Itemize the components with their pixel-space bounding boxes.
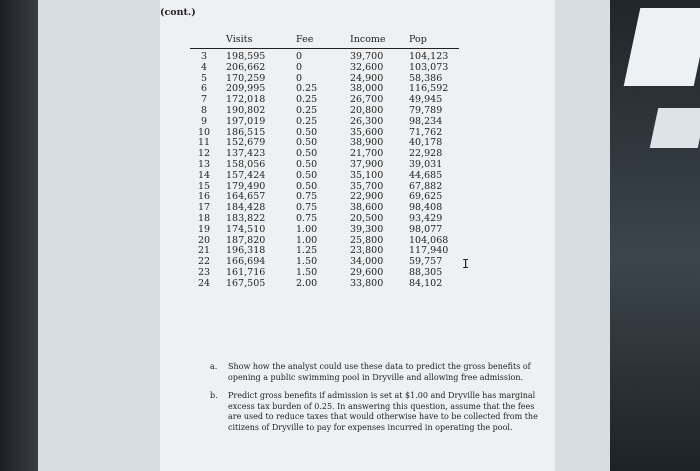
- cell-income: 39,300: [350, 223, 384, 235]
- cell-visits: 197,019: [226, 115, 266, 127]
- cell-income: 38,600: [350, 202, 384, 214]
- cell-index: 19: [197, 223, 211, 235]
- cell-income: 24,900: [350, 72, 384, 84]
- cell-pop: 98,234: [409, 115, 443, 127]
- cell-fee: 0: [296, 61, 303, 73]
- cell-fee: 1.50: [296, 256, 318, 268]
- question-label: a.: [210, 362, 218, 371]
- cell-fee: 1.50: [296, 266, 318, 278]
- cell-pop: 98,077: [409, 223, 443, 235]
- cell-visits: 167,505: [226, 277, 266, 289]
- cell-index: 21: [197, 245, 211, 257]
- cell-fee: 0.50: [296, 180, 318, 192]
- cell-fee: 0.50: [296, 169, 318, 181]
- cell-pop: 104,123: [409, 51, 449, 62]
- cell-visits: 196,318: [226, 245, 266, 257]
- header-index: [190, 30, 218, 49]
- cell-fee: 1.00: [296, 234, 318, 246]
- cell-pop: 59,757: [409, 256, 443, 268]
- cell-pop: 71,762: [409, 126, 443, 138]
- table-row: [190, 225, 459, 236]
- cell-fee: 0.50: [296, 158, 318, 170]
- cell-fee: 0: [296, 51, 303, 62]
- cell-pop: 88,305: [409, 266, 443, 278]
- cell-income: 39,700: [350, 51, 384, 62]
- cell-income: 23,800: [350, 245, 384, 257]
- cell-index: 9: [200, 115, 208, 127]
- cell-income: 32,600: [350, 61, 384, 73]
- cell-income: 33,800: [350, 277, 384, 289]
- cell-fee: 0.50: [296, 148, 318, 160]
- light-glare-secondary: [650, 108, 700, 148]
- cell-income: 20,800: [350, 104, 384, 116]
- cell-index: 22: [197, 256, 211, 268]
- cell-fee: 0.25: [296, 104, 318, 116]
- cell-pop: 22,928: [409, 148, 443, 160]
- cell-visits: 190,802: [226, 104, 266, 116]
- cell-fee: 0.50: [296, 126, 318, 138]
- cell-index: 11: [197, 137, 211, 149]
- cell-pop: 103,073: [409, 61, 449, 73]
- cell-index: 7: [200, 94, 208, 106]
- cell-visits: 179,490: [226, 180, 266, 192]
- table-header-row: [190, 30, 459, 49]
- cell-fee: 0.50: [296, 137, 318, 149]
- photo-right-edge: [610, 0, 700, 471]
- cell-index: 6: [200, 83, 208, 95]
- cell-pop: 58,386: [409, 72, 443, 84]
- cell-visits: 187,820: [226, 234, 266, 246]
- cell-fee: 0: [296, 72, 303, 84]
- cell-income: 22,900: [350, 191, 384, 203]
- cell-visits: 161,716: [226, 266, 266, 278]
- cell-index: 17: [197, 202, 211, 214]
- cell-income: 35,700: [350, 180, 384, 192]
- light-glare: [624, 8, 700, 86]
- cell-visits: 157,424: [226, 169, 266, 181]
- cell-index: 14: [197, 169, 211, 181]
- question-b: [210, 391, 540, 433]
- cell-pop: 117,940: [409, 245, 449, 257]
- cell-pop: 104,068: [409, 234, 449, 246]
- cell-pop: 84,102: [409, 277, 443, 289]
- cell-visits: 164,657: [226, 191, 266, 203]
- table-row: [190, 49, 459, 63]
- text-cursor-icon: I: [462, 257, 470, 271]
- cell-income: 38,000: [350, 83, 384, 95]
- question-a: [210, 362, 540, 383]
- cell-index: 23: [197, 266, 211, 278]
- data-table: [190, 30, 459, 290]
- cell-pop: 116,592: [409, 83, 449, 95]
- header-income: Income: [350, 33, 386, 45]
- cell-visits: 137,423: [226, 148, 266, 160]
- question-text: Show how the analyst could use these data to predict the gross benefits of opening a public swimming pool in Dryville and allowing free admission.: [228, 362, 531, 382]
- header-fee: Fee: [296, 33, 314, 45]
- cell-index: 18: [197, 212, 211, 224]
- table-body: [190, 49, 459, 290]
- cell-pop: 93,429: [409, 212, 443, 224]
- cell-visits: 198,595: [226, 51, 266, 62]
- cell-visits: 158,056: [226, 158, 266, 170]
- cell-visits: 209,995: [226, 83, 266, 95]
- header-pop: Pop: [409, 33, 427, 45]
- table-row: [190, 117, 459, 128]
- table-row: [190, 171, 459, 182]
- cell-index: 8: [200, 104, 208, 116]
- cell-income: 25,800: [350, 234, 384, 246]
- cell-income: 20,500: [350, 212, 384, 224]
- cell-pop: 49,945: [409, 94, 443, 106]
- cell-index: 12: [197, 148, 211, 160]
- cell-income: 21,700: [350, 148, 384, 160]
- cell-index: 15: [197, 180, 211, 192]
- question-label: b.: [210, 391, 218, 400]
- cell-pop: 69,625: [409, 191, 443, 203]
- cell-pop: 67,882: [409, 180, 443, 192]
- photo-left-edge: [0, 0, 38, 471]
- cell-pop: 44,685: [409, 169, 443, 181]
- cell-index: 3: [200, 51, 208, 62]
- continued-label: (cont.): [160, 7, 196, 18]
- cell-income: 34,000: [350, 256, 384, 268]
- cell-income: 26,300: [350, 115, 384, 127]
- cell-fee: 0.75: [296, 212, 318, 224]
- cell-fee: 1.25: [296, 245, 318, 257]
- question-text: Predict gross benefits if admission is set at $1.00 and Dryville has marginal excess tax burden of 0.25. In answering this question, assume that the fees are used to reduce taxes that would otherwise have to be collected from the citizens of Dryville to pay for expenses incurred in operating the pool.: [228, 391, 538, 432]
- cell-index: 16: [197, 191, 211, 203]
- header-visits: Visits: [226, 33, 253, 45]
- cell-fee: 0.25: [296, 83, 318, 95]
- cell-index: 10: [197, 126, 211, 138]
- cell-visits: 170,259: [226, 72, 266, 84]
- cell-visits: 186,515: [226, 126, 266, 138]
- cell-income: 29,600: [350, 266, 384, 278]
- cell-index: 5: [200, 72, 208, 84]
- cell-income: 35,600: [350, 126, 384, 138]
- cell-visits: 166,694: [226, 256, 266, 268]
- cell-fee: 0.25: [296, 94, 318, 106]
- cell-visits: 183,822: [226, 212, 266, 224]
- cell-income: 26,700: [350, 94, 384, 106]
- cell-index: 13: [197, 158, 211, 170]
- cell-visits: 174,510: [226, 223, 266, 235]
- cell-visits: 172,018: [226, 94, 266, 106]
- cell-fee: 2.00: [296, 277, 318, 289]
- cell-fee: 0.75: [296, 191, 318, 203]
- cell-income: 35,100: [350, 169, 384, 181]
- cell-pop: 98,408: [409, 202, 443, 214]
- table-row: [190, 279, 459, 290]
- cell-pop: 40,178: [409, 137, 443, 149]
- cell-income: 38,900: [350, 137, 384, 149]
- cell-pop: 39,031: [409, 158, 443, 170]
- table-row: [190, 63, 459, 74]
- cell-fee: 0.25: [296, 115, 318, 127]
- cell-fee: 0.75: [296, 202, 318, 214]
- cell-visits: 206,662: [226, 61, 266, 73]
- cell-index: 4: [200, 61, 208, 73]
- cell-income: 37,900: [350, 158, 384, 170]
- cell-index: 24: [197, 277, 211, 289]
- cell-visits: 152,679: [226, 137, 266, 149]
- questions: [210, 362, 540, 441]
- cell-visits: 184,428: [226, 202, 266, 214]
- cell-index: 20: [197, 234, 211, 246]
- cell-fee: 1.00: [296, 223, 318, 235]
- cell-pop: 79,789: [409, 104, 443, 116]
